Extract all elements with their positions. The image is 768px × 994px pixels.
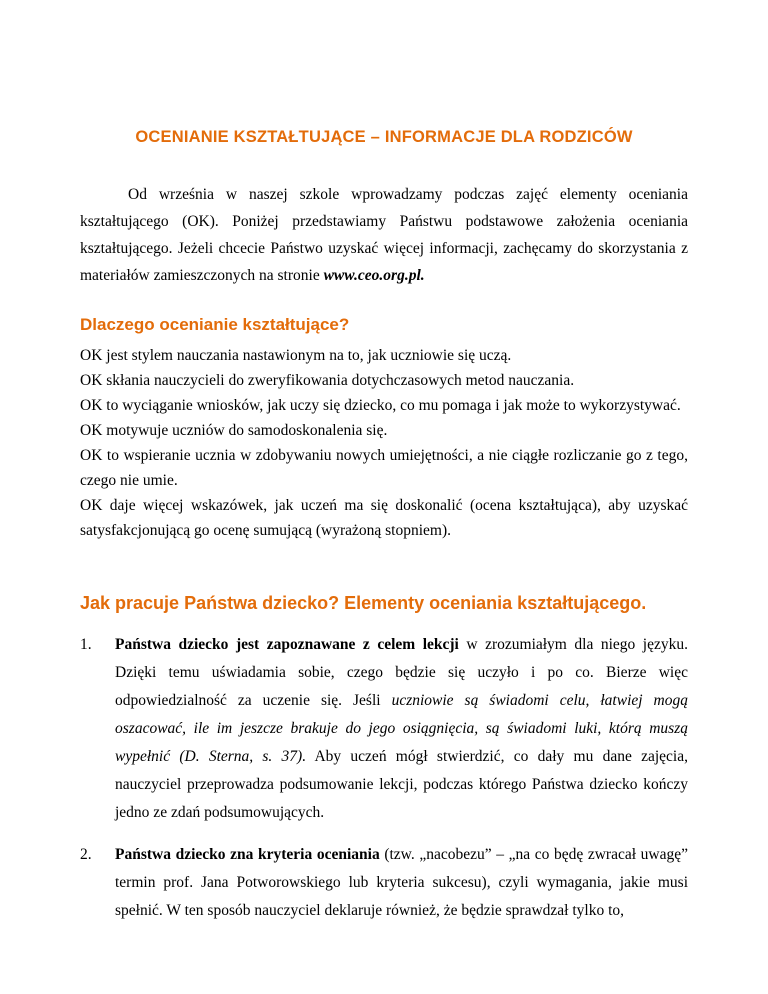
list-item-number: 1. <box>80 636 92 653</box>
list-item <box>80 841 688 925</box>
section-heading-why: Dlaczego ocenianie kształtujące? <box>80 315 350 334</box>
why-paragraph: OK jest stylem nauczania nastawionym na to, jak uczniowie się uczą. <box>80 347 512 364</box>
why-section-body <box>80 343 688 543</box>
list-item-text: (tzw. „nacobezu” – „na co będę zwracał uwagę” termin prof. Jana Potworowskiego lub kryteria sukcesu), czyli wymagania, jakie musi spełnić. W ten sposób nauczyciel deklaruje również, że będzie sprawdzał tylko to, <box>115 846 688 919</box>
list-item-text: w zrozumiałym dla niego języku. Dzięki temu uświadamia sobie, czego będzie się uczyło i po co. Bierze więc odpowiedzialność za uczenie się. Jeśli <box>115 636 688 709</box>
why-paragraph: OK to wspieranie ucznia w zdobywaniu nowych umiejętności, a nie ciągłe rozliczanie go z tego, czego nie umie. <box>80 447 688 489</box>
list-item-bold-lead: Państwa dziecko jest zapoznawane z celem lekcji <box>115 636 459 653</box>
intro-paragraph <box>80 181 688 289</box>
elements-list <box>80 631 688 925</box>
intro-text: Od września w naszej szkole wprowadzamy podczas zajęć elementy oceniania kształtującego (OK). Poniżej przedstawiamy Państwu podstawowe założenia oceniania kształtującego. Jeżeli chcecie Państwo uzyskać więcej informacji, zachęcamy do skorzystania z materiałów zamieszczonych na stronie <box>80 186 688 284</box>
why-paragraph: OK to wyciąganie wniosków, jak uczy się dziecko, co mu pomaga i jak może to wykorzystywać. <box>80 397 681 414</box>
list-item <box>80 631 688 827</box>
ceo-link[interactable]: www.ceo.org.pl. <box>323 267 425 284</box>
list-item-bold-lead: Państwa dziecko zna kryteria oceniania <box>115 846 380 863</box>
document-title: OCENIANIE KSZTAŁTUJĄCE – INFORMACJE DLA RODZICÓW <box>135 128 633 146</box>
section-heading-elements: Jak pracuje Państwa dziecko? Elementy oceniania kształtującego. <box>80 593 647 613</box>
why-paragraph: OK daje więcej wskazówek, jak uczeń ma się doskonalić (ocena kształtująca), aby uzyskać satysfakcjonującą go ocenę sumującą (wyrażoną stopniem). <box>80 497 688 539</box>
list-item-number: 2. <box>80 846 92 863</box>
why-paragraph: OK skłania nauczycieli do zweryfikowania dotychczasowych metod nauczania. <box>80 372 575 389</box>
why-paragraph: OK motywuje uczniów do samodoskonalenia się. <box>80 422 388 439</box>
list-item-text: Aby uczeń mógł stwierdzić, co dały mu dane zajęcia, nauczyciel przeprowadza podsumowanie lekcji, podczas którego Państwa dziecko kończy jedno ze zdań podsumowujących. <box>115 748 688 821</box>
list-item-quote: uczniowie są świadomi celu, łatwiej mogą oszacować, ile im jeszcze brakuje do jego osiągnięcia, są świadomi luki, którą muszą wypełnić (D. Sterna, s. 37). <box>115 692 688 765</box>
